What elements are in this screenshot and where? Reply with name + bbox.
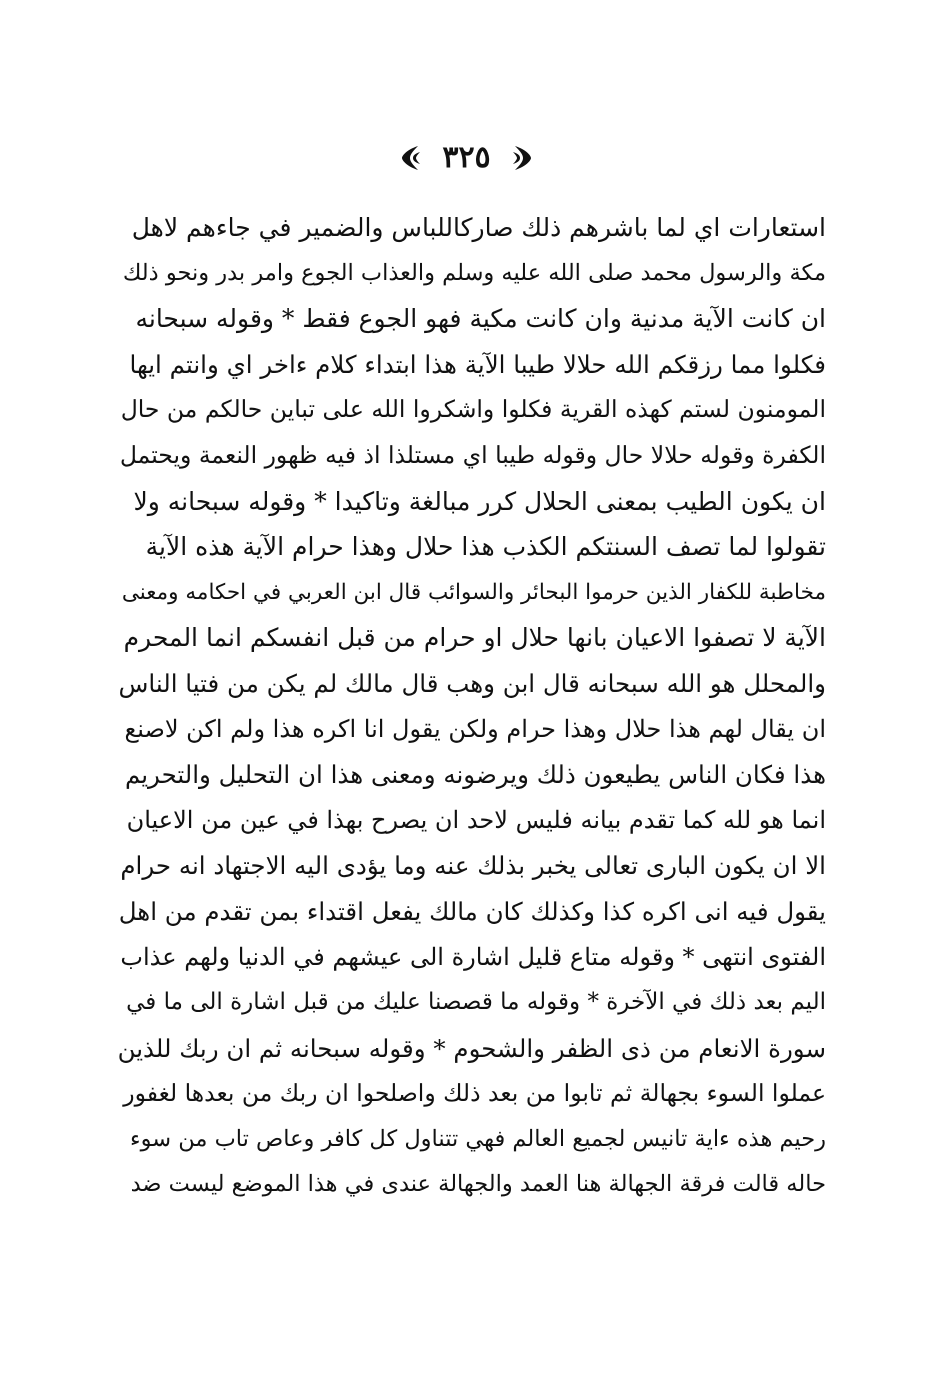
text-line: المومنون لستم كهذه القرية فكلوا واشكروا الله على تباين حالكم من حال <box>120 395 826 424</box>
text-line: ان يكون الطيب بمعنى الحلال كرر مبالغة وتاكيدا * وقوله سبحانه ولا <box>133 486 826 516</box>
page-number: ٣٢٥ <box>442 140 491 175</box>
left-ornament-icon <box>398 142 424 174</box>
text-line: تقولوا لما تصف السنتكم الكذب هذا حلال وهذا حرام الآية هذه الآية <box>145 532 826 562</box>
text-line: يقول فيه انى اكره كذا وكذلك كان مالك يفعل اقتداء بمن تقدم من اهل <box>118 896 826 926</box>
text-line: الكفرة وقوله حلالا حال وقوله طيبا اي مستلذا اذ فيه ظهور النعمة ويحتمل <box>119 440 826 469</box>
text-line: الفتوى انتهى * وقوله متاع قليل اشارة الى عيشهم في الدنيا ولهم عذاب <box>120 942 826 971</box>
text-line: سورة الانعام من ذى الظفر والشحوم * وقوله سبحانه ثم ان ربك للذين <box>118 1033 826 1063</box>
text-line: الا ان يكون البارى تعالى يخبر بذلك عنه وما يؤدى اليه الاجتهاد انه حرام <box>120 851 826 881</box>
right-ornament-icon <box>509 142 535 174</box>
text-line: هذا فكان الناس يطيعون ذلك ويرضونه ومعنى هذا ان التحليل والتحريم <box>124 760 826 790</box>
text-line: ان كانت الآية مدنية وان كانت مكية فهو الجوع فقط * وقوله سبحانه <box>135 304 826 334</box>
text-line: والمحلل هو الله سبحانه قال ابن وهب قال مالك لم يكن من فتيا الناس <box>118 668 826 698</box>
text-line: فكلوا مما رزقكم الله حلالا طيبا الآية هذا ابتداء كلام ءاخر اي وانتم ايها <box>129 349 826 379</box>
text-line: مخاطبة للكفار الذين حرموا البحائر والسوائب قال ابن العربي في احكامه ومعنى <box>121 579 826 605</box>
text-line: حاله قالت فرقة الجهالة هنا العمد والجهالة عندى في هذا الموضع ليست ضد <box>130 1171 826 1198</box>
text-line: عملوا السوء بجهالة ثم تابوا من بعد ذلك واصلحوا ان ربك من بعدها لغفور <box>123 1079 826 1108</box>
text-line: الآية لا تصفوا الاعيان بانها حلال او حرام من قبل انفسكم انما المحرم <box>123 623 826 653</box>
page-header <box>0 140 933 175</box>
text-line: اليم بعد ذلك في الآخرة * وقوله ما قصصنا عليك من قبل اشارة الى ما في <box>126 989 826 1016</box>
text-line: مكة والرسول محمد صلى الله عليه وسلم والعذاب الجوع وامر بدر ونحو ذلك <box>122 259 826 286</box>
text-line: استعارات اي لما باشرهم ذلك صاركاللباس والضمير في جاءهم لاهل <box>131 213 826 242</box>
body-text <box>118 205 826 1208</box>
text-line: رحيم هذه ءاية تانيس لجميع العالم فهي تتناول كل كافر وعاص تاب من سوء <box>130 1125 826 1152</box>
text-line: ان يقال لهم هذا حلال وهذا حرام ولكن يقول انا اكره هذا ولم اكن لاصنع <box>124 714 826 743</box>
text-line: انما هو لله كما تقدم بيانه فليس لاحد ان يصرح بهذا في عين من الاعيان <box>126 805 826 834</box>
